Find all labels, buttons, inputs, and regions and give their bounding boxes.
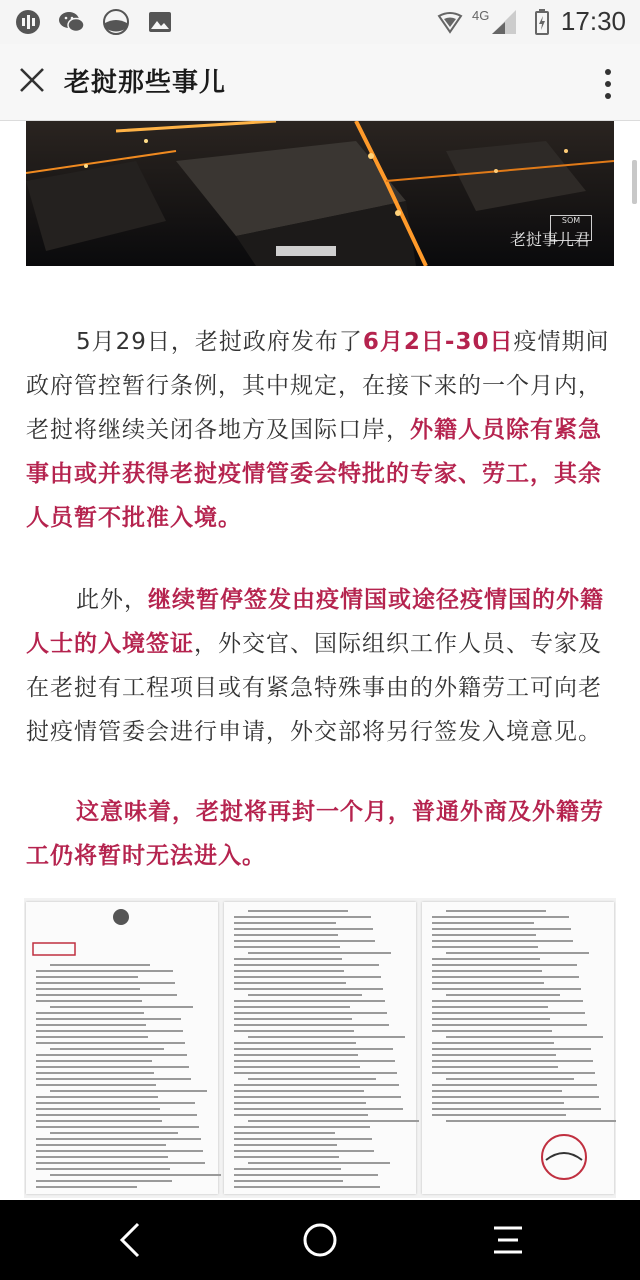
document-text-line bbox=[36, 1066, 189, 1068]
document-text-line bbox=[446, 994, 560, 996]
document-text-line bbox=[432, 1108, 601, 1110]
document-text-line bbox=[36, 1186, 137, 1188]
page-title: 老挝那些事儿 bbox=[64, 68, 227, 98]
document-text-line bbox=[234, 1018, 352, 1020]
document-text-line bbox=[248, 1162, 390, 1164]
document-text-line bbox=[446, 910, 546, 912]
document-text-line bbox=[234, 988, 383, 990]
image-watermark bbox=[510, 227, 590, 250]
document-text-line bbox=[234, 1042, 356, 1044]
hero-image bbox=[26, 121, 614, 266]
document-text-line bbox=[36, 1096, 158, 1098]
home-icon[interactable] bbox=[298, 1218, 342, 1262]
document-text-line bbox=[50, 1006, 193, 1008]
document-text-line bbox=[432, 1018, 550, 1020]
article-paragraph-1 bbox=[26, 320, 614, 540]
document-text-line bbox=[446, 1036, 603, 1038]
document-page-2 bbox=[224, 902, 416, 1194]
p1-text-a: 5月29日，老挝政府发布了 bbox=[76, 329, 363, 355]
signal-icon bbox=[490, 8, 518, 36]
stamp-icon bbox=[32, 942, 76, 956]
document-text-line bbox=[36, 1102, 195, 1104]
document-text-line bbox=[234, 1096, 401, 1098]
document-text-line bbox=[36, 1162, 205, 1164]
p2-text-a: 此外， bbox=[76, 587, 148, 613]
document-text-line bbox=[432, 982, 544, 984]
document-text-line bbox=[36, 1018, 181, 1020]
document-text-line bbox=[234, 1084, 399, 1086]
document-text-line bbox=[432, 1096, 599, 1098]
document-text-line bbox=[248, 994, 362, 996]
document-text-line bbox=[234, 1090, 364, 1092]
document-text-line bbox=[432, 1114, 566, 1116]
document-text-line bbox=[234, 1156, 339, 1158]
weather-icon bbox=[102, 8, 130, 36]
network-type: 4G bbox=[472, 8, 490, 23]
document-text-line bbox=[432, 1060, 593, 1062]
document-text-line bbox=[234, 1030, 354, 1032]
document-text-line bbox=[36, 1072, 154, 1074]
document-text-line bbox=[432, 1066, 558, 1068]
document-text-line bbox=[50, 1174, 221, 1176]
document-text-line bbox=[446, 1120, 616, 1122]
document-text-line bbox=[432, 934, 536, 936]
wechat-icon bbox=[58, 8, 86, 36]
back-icon[interactable] bbox=[110, 1218, 154, 1262]
document-text-line bbox=[432, 964, 577, 966]
document-text-line bbox=[36, 1138, 201, 1140]
document-text-line bbox=[50, 1048, 164, 1050]
document-text-line bbox=[50, 1090, 207, 1092]
document-text-line bbox=[234, 958, 342, 960]
document-text-line bbox=[234, 1186, 380, 1188]
document-text-line bbox=[36, 1180, 172, 1182]
document-text-line bbox=[36, 1144, 166, 1146]
document-text-line bbox=[234, 934, 338, 936]
document-page-3 bbox=[422, 902, 614, 1194]
watermark-text: 老挝事儿君 bbox=[509, 230, 590, 249]
document-text-line bbox=[234, 1066, 360, 1068]
scrollbar[interactable] bbox=[632, 160, 637, 204]
scanned-documents-image bbox=[24, 898, 616, 1198]
document-text-line bbox=[36, 1150, 203, 1152]
document-text-line bbox=[234, 982, 346, 984]
document-text-line bbox=[234, 1150, 374, 1152]
document-text-line bbox=[432, 1024, 587, 1026]
document-text-line bbox=[36, 1108, 160, 1110]
document-text-line bbox=[234, 946, 340, 948]
lao-emblem-icon bbox=[110, 908, 132, 926]
document-text-line bbox=[234, 1180, 343, 1182]
p1-entry-highlight: 外籍人员除有紧急事由或并获得老挝疫情管委会特批的专家、劳工，其余人员暂不批准入境。 bbox=[26, 417, 602, 531]
document-text-line bbox=[432, 1054, 556, 1056]
document-text-line bbox=[36, 1120, 162, 1122]
document-text-line bbox=[36, 1084, 156, 1086]
document-text-line bbox=[36, 1012, 144, 1014]
document-text-line bbox=[248, 910, 348, 912]
document-text-line bbox=[432, 916, 569, 918]
document-text-line bbox=[36, 1168, 170, 1170]
document-text-line bbox=[432, 928, 571, 930]
system-nav-bar bbox=[0, 1200, 640, 1280]
document-text-line bbox=[446, 1078, 574, 1080]
document-text-line bbox=[36, 1114, 197, 1116]
document-text-line bbox=[234, 1006, 350, 1008]
document-text-line bbox=[432, 940, 573, 942]
document-text-line bbox=[432, 1006, 548, 1008]
document-text-line bbox=[36, 1042, 185, 1044]
clock: 17:30 bbox=[560, 6, 626, 36]
p1-date-highlight: 6月2日-30日 bbox=[362, 329, 514, 355]
document-text-line bbox=[248, 1120, 419, 1122]
document-text-line bbox=[432, 1030, 552, 1032]
document-text-line bbox=[234, 964, 379, 966]
document-text-line bbox=[36, 1126, 199, 1128]
document-text-line bbox=[36, 1030, 183, 1032]
document-text-line bbox=[234, 1114, 368, 1116]
p2-visa-highlight: 继续暂停签发由疫情国或途径疫情国的外籍人士的入境签证 bbox=[26, 587, 604, 657]
document-text-line bbox=[432, 988, 581, 990]
document-text-line bbox=[234, 1108, 403, 1110]
document-text-line bbox=[234, 1048, 393, 1050]
document-text-line bbox=[234, 1102, 366, 1104]
p2-text-c: ，外交官、国际组织工作人员、专家及在老挝有工程项目或有紧急特殊事由的外籍劳工可向老挝疫情管委会进行申请，外交部将另行签发入境意见。 bbox=[26, 631, 602, 745]
document-text-line bbox=[36, 994, 177, 996]
more-options-icon[interactable] bbox=[604, 68, 612, 100]
p3-summary-highlight: 这意味着，老挝将再封一个月，普通外商及外籍劳工仍将暂时无法进入。 bbox=[26, 799, 604, 869]
document-text-line bbox=[36, 1060, 152, 1062]
document-text-line bbox=[234, 976, 381, 978]
article-paragraph-3 bbox=[26, 790, 614, 878]
document-text-line bbox=[36, 970, 173, 972]
document-text-line bbox=[432, 922, 534, 924]
document-text-line bbox=[248, 952, 391, 954]
document-text-line bbox=[36, 1078, 191, 1080]
article-paragraph-2 bbox=[26, 578, 614, 754]
document-text-line bbox=[234, 1174, 378, 1176]
document-text-line bbox=[234, 970, 344, 972]
document-text-line bbox=[248, 1036, 405, 1038]
top-nav-bar bbox=[0, 44, 640, 121]
document-text-line bbox=[234, 1132, 335, 1134]
document-text-line bbox=[432, 970, 542, 972]
document-text-line bbox=[432, 1090, 562, 1092]
document-text-line bbox=[432, 1012, 585, 1014]
document-text-line bbox=[36, 1054, 187, 1056]
document-text-line bbox=[234, 922, 336, 924]
image-icon bbox=[146, 8, 174, 36]
document-text-line bbox=[234, 1054, 358, 1056]
document-text-line bbox=[50, 1132, 178, 1134]
document-text-line bbox=[234, 928, 373, 930]
document-text-line bbox=[248, 1078, 376, 1080]
podcast-icon bbox=[14, 8, 42, 36]
document-text-line bbox=[234, 1138, 372, 1140]
document-page-1 bbox=[26, 902, 218, 1194]
document-text-line bbox=[432, 946, 538, 948]
channel-logo-text: SOM bbox=[561, 216, 581, 225]
document-text-line bbox=[36, 1000, 142, 1002]
document-text-line bbox=[36, 1024, 146, 1026]
document-text-line bbox=[36, 982, 175, 984]
p1-text-c: 疫情期间政府管控暂行条例，其中规定，在接下来的一个月内，老挝将继续关闭各地方及国际口岸， bbox=[26, 329, 610, 443]
document-text-line bbox=[36, 988, 140, 990]
document-text-line bbox=[432, 1042, 554, 1044]
document-text-line bbox=[234, 1072, 397, 1074]
document-text-line bbox=[432, 958, 540, 960]
document-text-line bbox=[432, 1102, 564, 1104]
document-text-line bbox=[234, 940, 375, 942]
document-text-line bbox=[432, 1000, 583, 1002]
document-text-line bbox=[234, 1024, 389, 1026]
document-text-line bbox=[234, 1000, 385, 1002]
document-text-line bbox=[234, 1012, 387, 1014]
document-text-line bbox=[234, 1060, 395, 1062]
official-seal-icon bbox=[534, 1132, 594, 1182]
menu-icon[interactable] bbox=[486, 1218, 530, 1262]
document-text-line bbox=[36, 1036, 148, 1038]
document-text-line bbox=[432, 1048, 591, 1050]
document-text-line bbox=[50, 964, 150, 966]
cast-icon bbox=[436, 8, 464, 36]
document-text-line bbox=[234, 916, 371, 918]
document-text-line bbox=[432, 976, 579, 978]
document-text-line bbox=[36, 976, 138, 978]
document-text-line bbox=[234, 1144, 337, 1146]
document-text-line bbox=[234, 1126, 370, 1128]
document-text-line bbox=[234, 1168, 341, 1170]
document-text-line bbox=[432, 1084, 597, 1086]
document-text-line bbox=[446, 952, 589, 954]
close-icon[interactable] bbox=[18, 66, 46, 94]
battery-icon bbox=[528, 8, 556, 36]
document-text-line bbox=[36, 1156, 168, 1158]
status-bar bbox=[0, 0, 640, 44]
document-text-line bbox=[432, 1072, 595, 1074]
